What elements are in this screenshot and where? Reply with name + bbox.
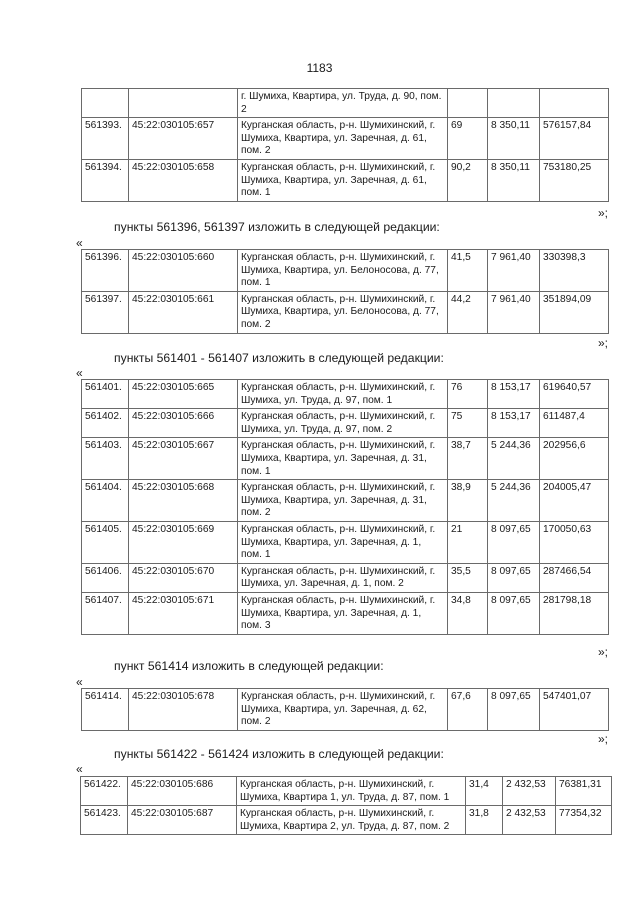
- cadastral-number-cell: 45:22:030105:658: [129, 159, 238, 201]
- value-cell: 547401,07: [540, 689, 609, 731]
- area-cell: 34,8: [448, 592, 488, 634]
- address-cell: Курганская область, р-н. Шумихинский, г. Шумиха, Квартира, ул. Белоносова, д. 77, пом. 1: [238, 250, 448, 292]
- table-row: [82, 118, 609, 160]
- closing-quote: »;: [598, 336, 609, 350]
- cadastral-number-cell: 45:22:030105:686: [128, 777, 237, 806]
- table-row: [82, 563, 609, 592]
- row-number-cell: [82, 89, 129, 118]
- rate-cell: 5 244,36: [488, 438, 540, 480]
- rate-cell: 7 961,40: [488, 250, 540, 292]
- cadastral-number-cell: 45:22:030105:668: [129, 480, 238, 522]
- row-number-cell: 561405.: [82, 521, 129, 563]
- rate-cell: 8 350,11: [488, 159, 540, 201]
- closing-quote: »;: [598, 645, 609, 659]
- address-cell: Курганская область, р-н. Шумихинский, г. Шумиха, Квартира, ул. Заречная, д. 31, пом. 2: [238, 480, 448, 522]
- address-cell: Курганская область, р-н. Шумихинский, г. Шумиха, ул. Заречная, д. 1, пом. 2: [238, 563, 448, 592]
- rate-cell: 8 350,11: [488, 118, 540, 160]
- table-row: [81, 777, 612, 806]
- rate-cell: 8 097,65: [488, 521, 540, 563]
- cadastral-number-cell: 45:22:030105:678: [129, 689, 238, 731]
- rate-cell: [488, 89, 540, 118]
- address-cell: г. Шумиха, Квартира, ул. Труда, д. 90, пом. 2: [238, 89, 448, 118]
- property-table-3: [81, 379, 609, 635]
- row-number-cell: 561406.: [82, 563, 129, 592]
- address-cell: Курганская область, р-н. Шумихинский, г. Шумиха, ул. Труда, д. 97, пом. 1: [238, 380, 448, 409]
- value-cell: [540, 89, 609, 118]
- table-row: [82, 438, 609, 480]
- cadastral-number-cell: 45:22:030105:687: [128, 806, 237, 835]
- value-cell: 77354,32: [556, 806, 612, 835]
- address-cell: Курганская область, р-н. Шумихинский, г. Шумиха, Квартира 2, ул. Труда, д. 87, пом. 2: [237, 806, 466, 835]
- table-row: [82, 521, 609, 563]
- cadastral-number-cell: 45:22:030105:669: [129, 521, 238, 563]
- row-number-cell: 561407.: [82, 592, 129, 634]
- area-cell: [448, 89, 488, 118]
- area-cell: 38,9: [448, 480, 488, 522]
- address-cell: Курганская область, р-н. Шумихинский, г. Шумиха, Квартира, ул. Заречная, д. 62, пом. 2: [238, 689, 448, 731]
- opening-quote: «: [76, 762, 83, 776]
- value-cell: 753180,25: [540, 159, 609, 201]
- address-cell: Курганская область, р-н. Шумихинский, г. Шумиха, Квартира, ул. Заречная, д. 1, пом. 3: [238, 592, 448, 634]
- table-row: [82, 480, 609, 522]
- area-cell: 31,8: [466, 806, 503, 835]
- row-number-cell: 561401.: [82, 380, 129, 409]
- rate-cell: 7 961,40: [488, 291, 540, 333]
- area-cell: 41,5: [448, 250, 488, 292]
- table-row: [82, 592, 609, 634]
- rate-cell: 8 097,65: [488, 563, 540, 592]
- address-cell: Курганская область, р-н. Шумихинский, г. Шумиха, ул. Труда, д. 97, пом. 2: [238, 409, 448, 438]
- table-row: [82, 409, 609, 438]
- row-number-cell: 561402.: [82, 409, 129, 438]
- area-cell: 90,2: [448, 159, 488, 201]
- area-cell: 44,2: [448, 291, 488, 333]
- cadastral-number-cell: 45:22:030105:666: [129, 409, 238, 438]
- area-cell: 76: [448, 380, 488, 409]
- table-row: [81, 806, 612, 835]
- value-cell: 202956,6: [540, 438, 609, 480]
- closing-quote: »;: [598, 206, 609, 220]
- value-cell: 287466,54: [540, 563, 609, 592]
- table-row: [82, 689, 609, 731]
- property-table-2: [81, 249, 609, 334]
- address-cell: Курганская область, р-н. Шумихинский, г. Шумиха, Квартира, ул. Заречная, д. 1, пом. 1: [238, 521, 448, 563]
- value-cell: 576157,84: [540, 118, 609, 160]
- opening-quote: «: [76, 675, 83, 689]
- area-cell: 67,6: [448, 689, 488, 731]
- row-number-cell: 561423.: [81, 806, 128, 835]
- opening-quote: «: [76, 236, 83, 250]
- value-cell: 330398,3: [540, 250, 609, 292]
- value-cell: 76381,31: [556, 777, 612, 806]
- address-cell: Курганская область, р-н. Шумихинский, г. Шумиха, Квартира, ул. Заречная, д. 61, пом. 1: [238, 159, 448, 201]
- property-table-4: [81, 688, 609, 731]
- table-row: [82, 291, 609, 333]
- address-cell: Курганская область, р-н. Шумихинский, г. Шумиха, Квартира, ул. Заречная, д. 61, пом. 2: [238, 118, 448, 160]
- cadastral-number-cell: [129, 89, 238, 118]
- row-number-cell: 561414.: [82, 689, 129, 731]
- value-cell: 170050,63: [540, 521, 609, 563]
- area-cell: 21: [448, 521, 488, 563]
- rate-cell: 2 432,53: [503, 806, 556, 835]
- area-cell: 35,5: [448, 563, 488, 592]
- property-table-1: [81, 88, 609, 202]
- cadastral-number-cell: 45:22:030105:667: [129, 438, 238, 480]
- cadastral-number-cell: 45:22:030105:670: [129, 563, 238, 592]
- value-cell: 281798,18: [540, 592, 609, 634]
- address-cell: Курганская область, р-н. Шумихинский, г. Шумиха, Квартира, ул. Белоносова, д. 77, пом. 2: [238, 291, 448, 333]
- rate-cell: 8 153,17: [488, 409, 540, 438]
- table-row: [82, 380, 609, 409]
- rate-cell: 8 097,65: [488, 689, 540, 731]
- area-cell: 75: [448, 409, 488, 438]
- address-cell: Курганская область, р-н. Шумихинский, г. Шумиха, Квартира, ул. Заречная, д. 31, пом. 1: [238, 438, 448, 480]
- amendment-instruction: пункты 561396, 561397 изложить в следующей редакции:: [114, 220, 440, 234]
- page-number: 1183: [306, 61, 333, 75]
- property-table-5: [80, 776, 612, 835]
- row-number-cell: 561403.: [82, 438, 129, 480]
- table-row: [82, 159, 609, 201]
- area-cell: 38,7: [448, 438, 488, 480]
- table-row: [82, 250, 609, 292]
- cadastral-number-cell: 45:22:030105:661: [129, 291, 238, 333]
- amendment-instruction: пункты 561422 - 561424 изложить в следующей редакции:: [114, 747, 444, 761]
- row-number-cell: 561397.: [82, 291, 129, 333]
- value-cell: 351894,09: [540, 291, 609, 333]
- table-row: [82, 89, 609, 118]
- rate-cell: 5 244,36: [488, 480, 540, 522]
- closing-quote: »;: [598, 732, 609, 746]
- value-cell: 619640,57: [540, 380, 609, 409]
- cadastral-number-cell: 45:22:030105:671: [129, 592, 238, 634]
- row-number-cell: 561404.: [82, 480, 129, 522]
- area-cell: 69: [448, 118, 488, 160]
- opening-quote: «: [76, 366, 83, 380]
- value-cell: 204005,47: [540, 480, 609, 522]
- rate-cell: 8 097,65: [488, 592, 540, 634]
- cadastral-number-cell: 45:22:030105:665: [129, 380, 238, 409]
- rate-cell: 8 153,17: [488, 380, 540, 409]
- row-number-cell: 561396.: [82, 250, 129, 292]
- row-number-cell: 561393.: [82, 118, 129, 160]
- amendment-instruction: пункт 561414 изложить в следующей редакции:: [114, 659, 384, 673]
- row-number-cell: 561422.: [81, 777, 128, 806]
- area-cell: 31,4: [466, 777, 503, 806]
- address-cell: Курганская область, р-н. Шумихинский, г. Шумиха, Квартира 1, ул. Труда, д. 87, пом. 1: [237, 777, 466, 806]
- amendment-instruction: пункты 561401 - 561407 изложить в следующей редакции:: [114, 351, 444, 365]
- rate-cell: 2 432,53: [503, 777, 556, 806]
- value-cell: 611487,4: [540, 409, 609, 438]
- row-number-cell: 561394.: [82, 159, 129, 201]
- cadastral-number-cell: 45:22:030105:660: [129, 250, 238, 292]
- cadastral-number-cell: 45:22:030105:657: [129, 118, 238, 160]
